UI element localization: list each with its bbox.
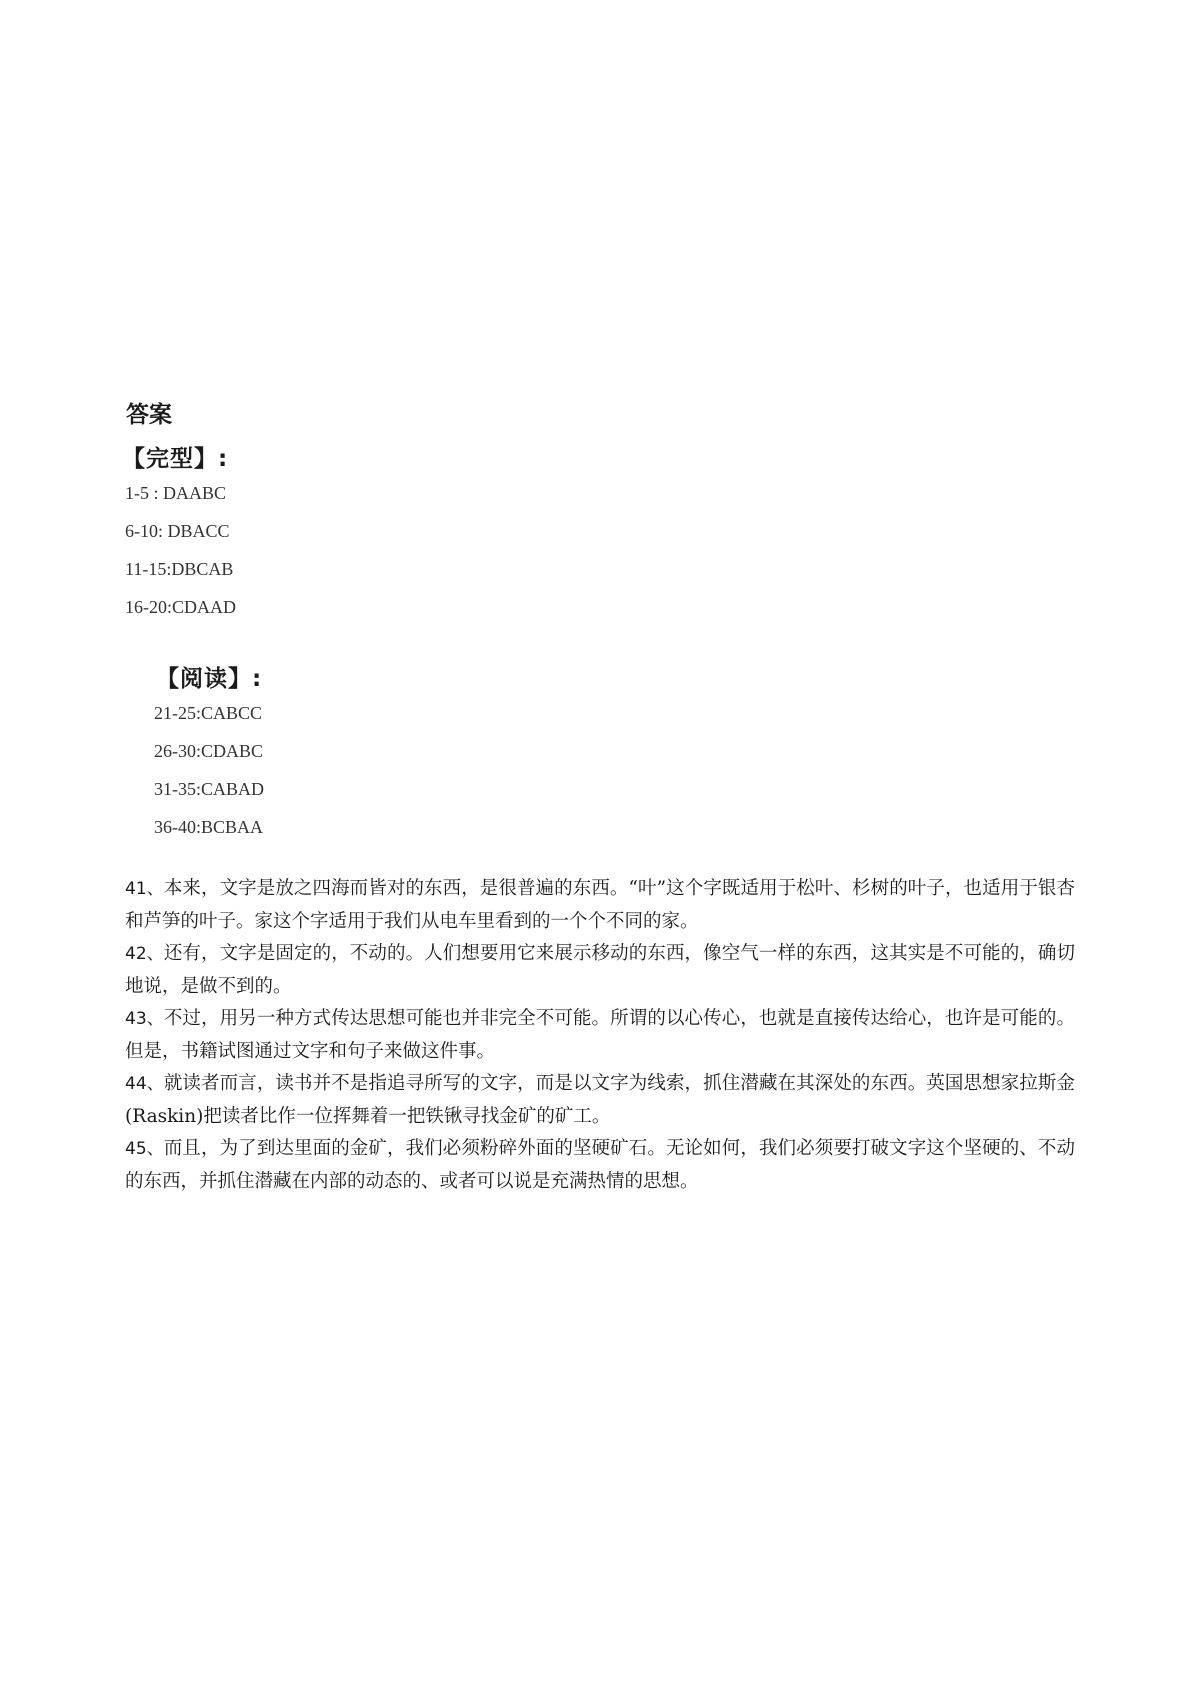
answer-line: 11-15:DBCAB [125,559,234,579]
translation-item [125,1133,1075,1198]
reading-section-heading: 【阅读】: [156,666,263,692]
page-title: 答案 [126,402,172,428]
item-number: 44、 [125,1074,164,1094]
item-text: 就读者而言，读书并不是指追寻所写的文字，而是以文字为线索，抓住潜藏在其深处的东西。英国思想家拉斯金(Raskin)把读者比作一位挥舞着一把铁锹寻找金矿的矿工。 [125,1073,1075,1127]
item-text: 还有，文字是固定的，不动的。人们想要用它来展示移动的东西，像空气一样的东西，这其实是不可能的，确切地说，是做不到的。 [125,943,1075,997]
answer-line: 36-40:BCBAA [154,817,264,837]
answer-line: 6-10: DBACC [125,521,230,541]
item-number: 41、 [125,879,164,899]
item-number: 42、 [125,944,164,964]
translation-answers [125,873,1075,1198]
answer-line: 26-30:CDABC [154,741,264,761]
answer-line: 1-5 : DAABC [125,483,227,503]
reading-answer-list [154,694,264,846]
translation-item [125,938,1075,1003]
answer-line: 16-20:CDAAD [125,597,236,617]
item-number: 45、 [125,1139,164,1159]
answer-line: 21-25:CABCC [154,703,263,723]
cloze-section-heading: 【完型】: [122,446,229,472]
translation-item [125,1068,1075,1133]
item-number: 43、 [125,1009,164,1029]
item-text: 而且，为了到达里面的金矿，我们必须粉碎外面的坚硬矿石。无论如何，我们必须要打破文字这个坚硬的、不动的东西，并抓住潜藏在内部的动态的、或者可以说是充满热情的思想。 [125,1138,1075,1192]
cloze-answer-list [125,474,236,626]
item-text: 本来，文字是放之四海而皆对的东西，是很普遍的东西。“叶”这个字既适用于松叶、杉树的叶子，也适用于银杏和芦笋的叶子。家这个字适用于我们从电车里看到的一个个不同的家。 [125,878,1075,932]
answer-line: 31-35:CABAD [154,779,265,799]
translation-item [125,1003,1075,1068]
item-text: 不过，用另一种方式传达思想可能也并非完全不可能。所谓的以心传心，也就是直接传达给心，也许是可能的。但是，书籍试图通过文字和句子来做这件事。 [125,1008,1075,1062]
translation-item [125,873,1075,938]
